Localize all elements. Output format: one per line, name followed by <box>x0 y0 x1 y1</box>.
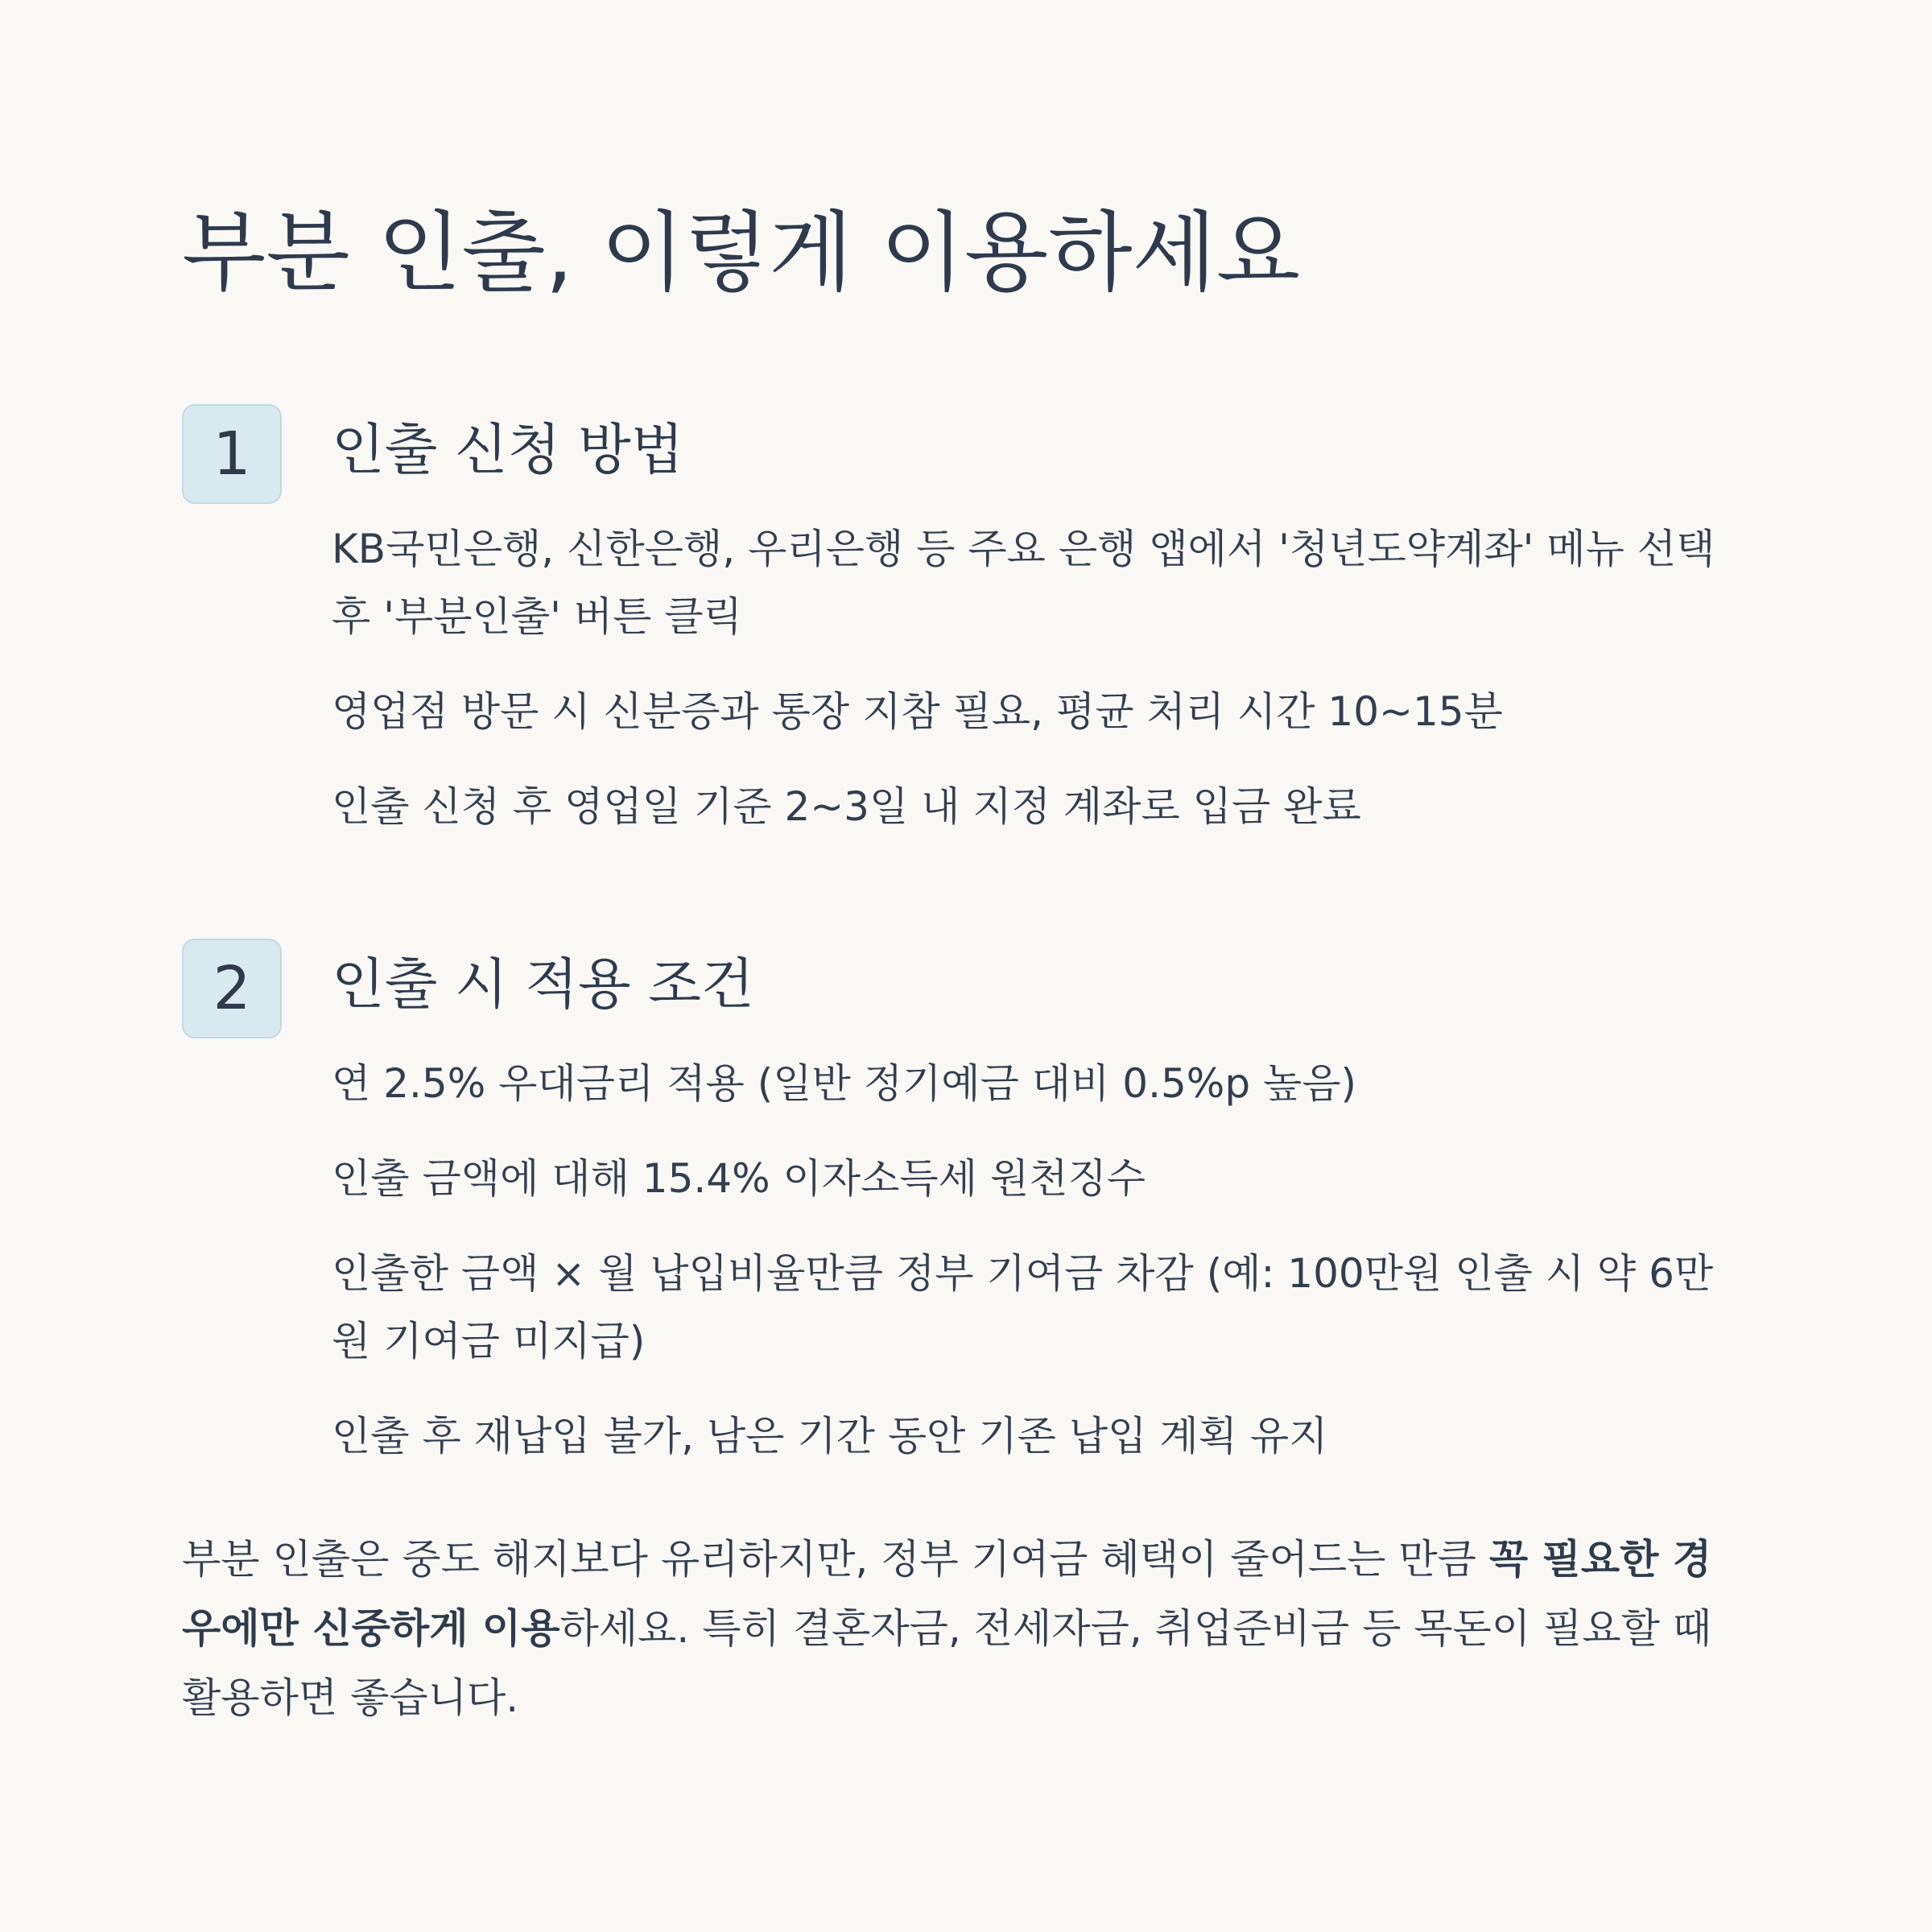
list-item: 영업점 방문 시 신분증과 통장 지참 필요, 평균 처리 시간 10~15분 <box>332 688 1503 735</box>
page-title: 부분 인출, 이렇게 이용하세요 <box>182 203 1301 303</box>
section-number-badge: 2 <box>182 939 282 1038</box>
summary-paragraph <box>182 1525 1750 1732</box>
section-number-badge: 1 <box>182 404 282 504</box>
list-item: 인출 금액에 대해 15.4% 이자소득세 원천징수 <box>332 1155 1146 1202</box>
section-heading: 인출 신청 방법 <box>332 419 684 482</box>
list-item: 연 2.5% 우대금리 적용 (일반 정기예금 대비 0.5%p 높음) <box>332 1060 1357 1107</box>
summary-text-before: 부분 인출은 중도 해지보다 유리하지만, 정부 기여금 혜택이 줄어드는 만큼 <box>182 1536 1489 1583</box>
list-item: 인출 신청 후 영업일 기준 2~3일 내 지정 계좌로 입금 완료 <box>332 783 1361 830</box>
list-item: 인출 후 재납입 불가, 남은 기간 동안 기존 납입 계획 유지 <box>332 1413 1328 1459</box>
list-item: 인출한 금액 × 월 납입비율만큼 정부 기여금 차감 (예: 100만원 인출 시 약 6만원 기여금 미지급) <box>332 1250 1714 1364</box>
list-item: KB국민은행, 신한은행, 우리은행 등 주요 은행 앱에서 '청년도약계좌' 메뉴 선택 후 '부분인출' 버튼 클릭 <box>332 526 1715 640</box>
summary-emphasis: 꼭 필요한 경우에만 신중하게 이용 <box>182 1536 1712 1652</box>
section-item-list <box>332 515 1748 868</box>
section-item-list <box>332 1050 1748 1497</box>
summary-text-after: 하세요. 특히 결혼자금, 전세자금, 취업준비금 등 목돈이 필요할 때 활용하면 좋습니다. <box>182 1605 1712 1721</box>
section-heading: 인출 시 적용 조건 <box>332 953 754 1017</box>
